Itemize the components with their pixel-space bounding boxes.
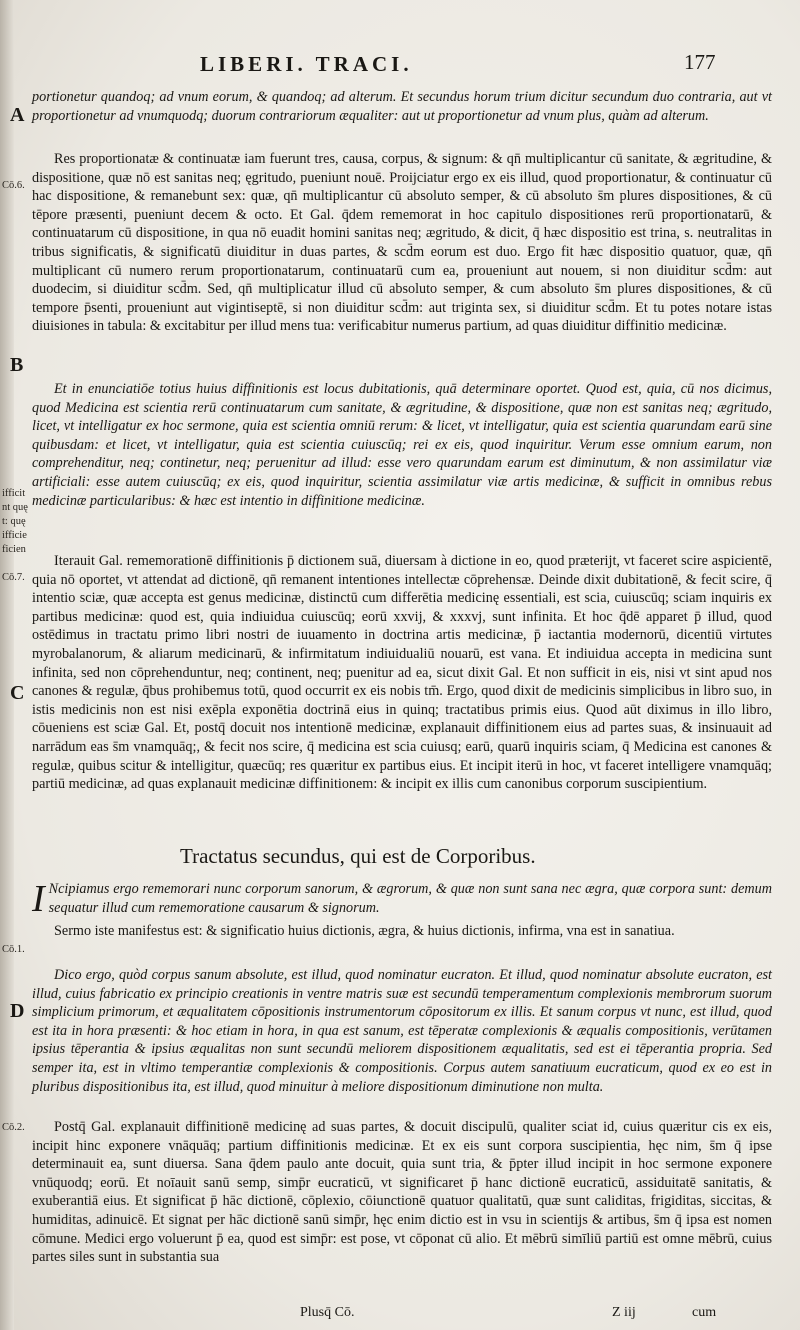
paragraph-2 — [32, 150, 772, 336]
page-number: 177 — [684, 50, 716, 74]
section-title: Tractatus secundus, qui est de Corporibus. — [180, 844, 536, 868]
margin-note-co1: Cō.1. — [2, 944, 25, 955]
margin-marker-b: B — [10, 354, 24, 376]
paragraph-6 — [32, 922, 772, 941]
paragraph-6-text: Sermo iste manifestus est: & significatio huius dictionis, ægra, & huius dictionis, infirma, vna est in sanatiua. — [54, 923, 675, 939]
paragraph-8-text: Postq̄ Gal. explanauit diffinitionē medicinę ad suas partes, & docuit discipulū, qualiter sciat id, cuius quæritur cis ex eis, incipit hinc exponere vnāquāq; partium diffinitionis medicinæ. Et ex eis sunt corpora suscipientia, hęc nim, s̄m q̄ ipse determinauit ea, sunt diuersa. Sana q̄dem paulo ante docuit, quia sunt tria, & p̄pter illud incipit in hoc sermone exponere vnūquodq; eorū. Et noīauit sanū semp, simp̄r eucraticū, vt significaret p̄ hanc dictionē eucraticū, assiduitatē sanitatis, & exuberantiā eius. Et significat p̄ hāc dictionē, cōplexio, cōiunctionē quatuor qualitatū, quæ sunt caliditas, frigiditas, siccitas, & humiditas, adinuicē. Et signat per hāc dictionē sanū simp̄r, hęc enim dictio est in vsu in scientijs & artibus, s̄m q̄ ipsa est nomen cōmune. Medici ergo voluerunt p̄ ea, quod est simp̄r: est pose, vt cōponat cū alio. Et mēbrū simīliū partiū est omne mēbrū, cuius partes siles sunt in substantia sua — [32, 1119, 772, 1266]
margin-marker-d: D — [10, 1000, 25, 1022]
paragraph-3 — [32, 380, 772, 510]
paragraph-2-text: Res proportionatæ & continuatæ iam fuerunt tres, causa, corpus, & signum: & qn̄ multiplicantur cū sanitate, & ægritudine, & dispositione, quæ nō est sanitas neq; ęgritudo, pueniunt nouē. Proijciatur ergo ex eis illud, quod proportionatur, & continuatur cū hac dispositione, & remanebunt sex: quæ, qn̄ multiplicantur cū absoluto semper, & cū absoluto s̄m plures dispositiones, & cū tēpore præsenti, pueniunt decem & octo. Et Gal. q̄dem rememorat in hoc capitulo dispositiones rerū proportionatarū, & continuatarum cū dispositione, in qua nō euadit homini sanitas neq; ægritudo, & dicit, q̄ hæc dispositio est trina, s. neutralitas in tribus significatis, & significatū diuiditur in duas partes, & scd̄m eorum est duo. Ergo fit hæc dispositio quatuor, quæ, qn̄ multiplicant cū numero rerum proportionatarum, continuatarū cum ea, proueniunt aut nouem, si non diuiditur scd̄m: aut duodecim, si diuiditur scd̄m. Sed, qn̄ multiplicatur illud cū absoluto semper, & cum absoluto s̄m plures dispositiones, & cū tempore p̄senti, proueniunt aut vigintiseptē, si non diuiditur scd̄m: aut triginta sex, si diuiditur scd̄m. Et tu potes notare istas diuisiones in tabula: & excitabitur per illud mens tua: verificabitur numerus partium, ad quas diuiditur diffinitio medicinæ. — [32, 151, 772, 335]
margin-note-co2: Cō.2. — [2, 1122, 25, 1133]
catchword-right: cum — [692, 1305, 717, 1320]
paragraph-5-text: Ncipiamus ergo rememorari nunc corporum sanorum, & ægrorum, & quæ non sunt sana nec ægra, quæ corpora sunt: demum sequatur illud cum rememoratione causarum & signorum. — [48, 881, 772, 916]
margin-note-side1: ifficit — [2, 488, 26, 499]
margin-note-side3: t: quę — [2, 516, 26, 527]
margin-marker-a: A — [10, 104, 25, 126]
paragraph-7 — [32, 966, 772, 1096]
paragraph-1-text: portionetur quandoq; ad vnum eorum, & quandoq; ad alterum. Et secundus horum trium dicitur secundum duo contraria, aut vt proportionetur ad vnumquodq; duorum contrariorum æqualiter: aut ut proportionetur ad vnum plus, quàm ad alterum. — [32, 89, 772, 124]
paragraph-3-text: Et in enunciatiōe totius huius diffinitionis est locus dubitationis, quā determinare oportet. Quod est, quia, cū nos dicimus, quod Medicina est scientia rerū continuatarum cum sanitate, & ægritudine, & dispositione, quæ non est sanitas neq; ægritudo, licet, vt intelligatur ex hoc sermone, quia est scientia omniū rerum: & licet, vt intelligatur, quia est scientia quarundam earū sine quibusdam: et licet, vt intelligatur, quia est scientia cuiuscūq; rei ex eis, quod inquiritur. Verum esse omnium earum, non comprehenditur, neq; continetur, neq; peruenitur ad illud: esse vero quarundam earum est diminutum, & non assimilatur viæ artificiali: esse autem cuiuscūq; ex eis, quod inquiritur, scientia assimilatur viæ artis medicinæ, & sufficit in omnibus rebus medicinæ particularibus: & hæc est intentio in diffinitione medicinæ. — [32, 381, 772, 509]
paragraph-1 — [32, 88, 772, 125]
margin-note-side4: ifficie — [2, 530, 27, 541]
catchword-left: Plusq̄ Cō. — [300, 1305, 355, 1320]
margin-note-side5: ficien — [2, 544, 26, 555]
margin-marker-c: C — [10, 682, 25, 704]
signature-mark: Z iij — [612, 1305, 636, 1320]
drop-capital: I — [32, 878, 45, 920]
margin-note-co6: Cō.6. — [2, 180, 25, 191]
paragraph-8 — [32, 1118, 772, 1267]
paragraph-5 — [32, 878, 772, 920]
running-title: LIBERI. TRACI. — [200, 52, 413, 76]
paragraph-4 — [32, 552, 772, 794]
paragraph-7-text: Dico ergo, quòd corpus sanum absolute, est illud, quod nominatur eucraton. Et illud, quod nominatur absolute eucraton, est illud, cuius fabricatio ex principio creationis in ventre matris suæ est secundū temperamentum complexionis membrorum suorum simplicium primorum, et æqualitatem cōpositionis instrumentorum cōpositorum ex illis. Et sanum corpus vt nunc, est illud, quod est ita in hora præsenti: & hoc etiam in hora, in qua est sanum, est tēperatæ complexionis & æqualis compositionis, verūtamen ipsius tēperantia & ipsius æqualitas non sunt secundū meliorem dispositionem æqualitatis, sed est ei tēperantia propria. Sed semper ita, est in vltimo temperantiæ complexionis & compositionis. Corpus autem sanatiuum eucraticum, quod ex eo est in pluribus dispositionibus ita, est illud, quod minuitur à meliore dispositionum diminutione non multa. — [32, 967, 772, 1095]
margin-note-co7: Cō.7. — [2, 572, 25, 583]
margin-note-side2: nt quę — [2, 502, 28, 513]
paragraph-4-text: Iterauit Gal. rememorationē diffinitionis p̄ dictionem suā, diuersam à dictione in eo, quod præterijt, vt faceret scire aspicientē, quia nō oportet, vt attendat ad dictionē, qn̄ remanent intentiones intellectæ cōprehensæ. Deinde dixit dubitationē, & fecit scire, q̄ intentio sciæ, quæ accepta est genus medicinæ, distinctū cum differētia medicinę essentiali, est scia, cuiuscūq; sciam inquiris ex partibus medicinæ: quod est, quia indiuidua cuiuscūq; eorū xxvij, & xxxvj, sunt infinita. Et hoc q̄dē apparet p̄ illud, quod ostēdimus in tractatu primo libri nostri de iuuamento in doctrina artis medicinæ, p̄ iactantia modernorū, dicentiū virtutes myrobalanorum, & aliarum medicinarū, & infirmitatum indiuidualiū nouarū, est vana. Et indiuidua accepta in medicina sunt infinita, sed non cōprehenduntur, neq; continent, neq; puenitur ad ea, sicut dixit Gal. Et non sufficit in eis, nisi vt sint apud nos canones & regulæ, q̄bus prohibemus totū, quod occurrit ex eis nobis tm̄. Ergo, quod dixit de medicinis simplicibus in libro suo, in istis medicinis non est nisi exēpla exponētia doctrinā eius in quinq; tractatibus primis eius. Quod aūt diximus in illo libro, cōueniens est sciæ Gal. Et, postq̄ docuit nos intentionē medicinæ, explanauit diffinitionem eius ad partes suas, & insinuauit ad narrādum eas s̄m vnamquāq;, & fecit nos scire, q̄ medicina est scia cuiusq; earū, quarū inquiris sciam, q̄ Medicina est canones & regulæ, quibus scitur & intelligitur, quæcūq; res quæritur ex partibus eius. Et incipit iterū in hoc, vt faceret intelligere vnamquāq; partiū medicinæ, ad quas explanauit medicinæ diffinitionem: & incipit ex illis cum canonibus corporum suscipientium. — [32, 553, 772, 793]
